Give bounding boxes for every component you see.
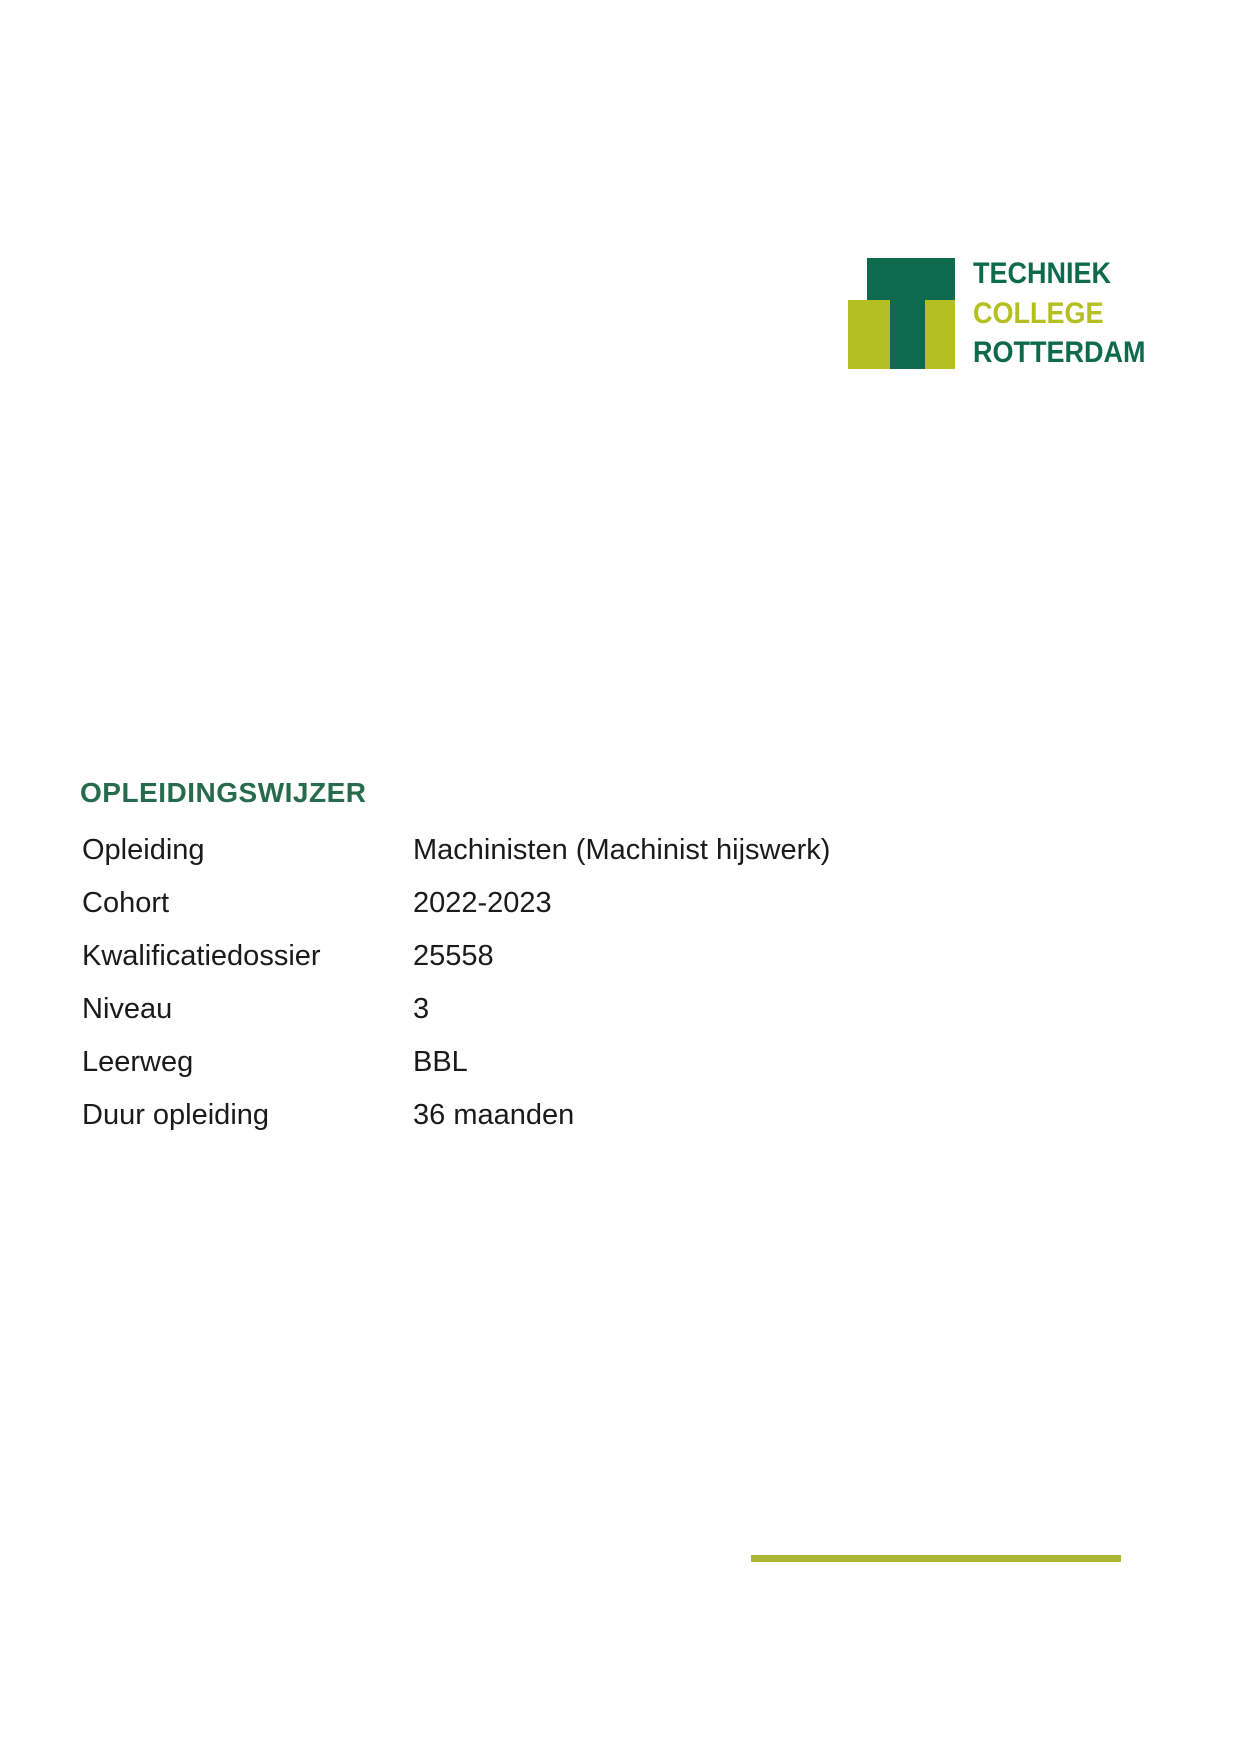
row-label: Duur opleiding [82, 1099, 270, 1131]
table-row-duur-opleiding [82, 1089, 982, 1142]
table-row-leerweg [82, 1036, 982, 1089]
footer-divider-line [751, 1555, 1121, 1562]
logo-word-rotterdam: ROTTERDAM [973, 336, 1146, 369]
logo-t-mark-icon [848, 258, 955, 369]
page-title: OPLEIDINGSWIJZER [80, 777, 367, 808]
logo-lime-left-block [848, 300, 890, 369]
table-row-kwalificatiedossier [82, 930, 982, 983]
row-label: Cohort [82, 887, 170, 919]
program-info-table [82, 824, 982, 1142]
row-value: BBL [413, 1046, 468, 1078]
logo-lime-right-block [925, 300, 955, 369]
row-label: Kwalificatiedossier [82, 940, 321, 972]
row-value: 36 maanden [413, 1099, 575, 1131]
table-row-opleiding [82, 824, 982, 877]
row-value: 3 [413, 993, 430, 1025]
row-value: 2022-2023 [413, 887, 552, 919]
techniek-college-rotterdam-logo [848, 258, 1148, 370]
logo-wordmark [973, 254, 1165, 373]
table-row-cohort [82, 877, 982, 930]
row-value: Machinisten (Machinist hijswerk) [413, 834, 831, 866]
row-label: Leerweg [82, 1046, 194, 1078]
row-label: Opleiding [82, 834, 205, 866]
table-row-niveau [82, 983, 982, 1036]
logo-word-techniek: TECHNIEK [973, 257, 1112, 290]
row-label: Niveau [82, 993, 173, 1025]
row-value: 25558 [413, 940, 494, 972]
logo-word-college: COLLEGE [973, 296, 1104, 330]
logo-t-bar [867, 258, 955, 300]
logo-t-stem [890, 300, 925, 369]
